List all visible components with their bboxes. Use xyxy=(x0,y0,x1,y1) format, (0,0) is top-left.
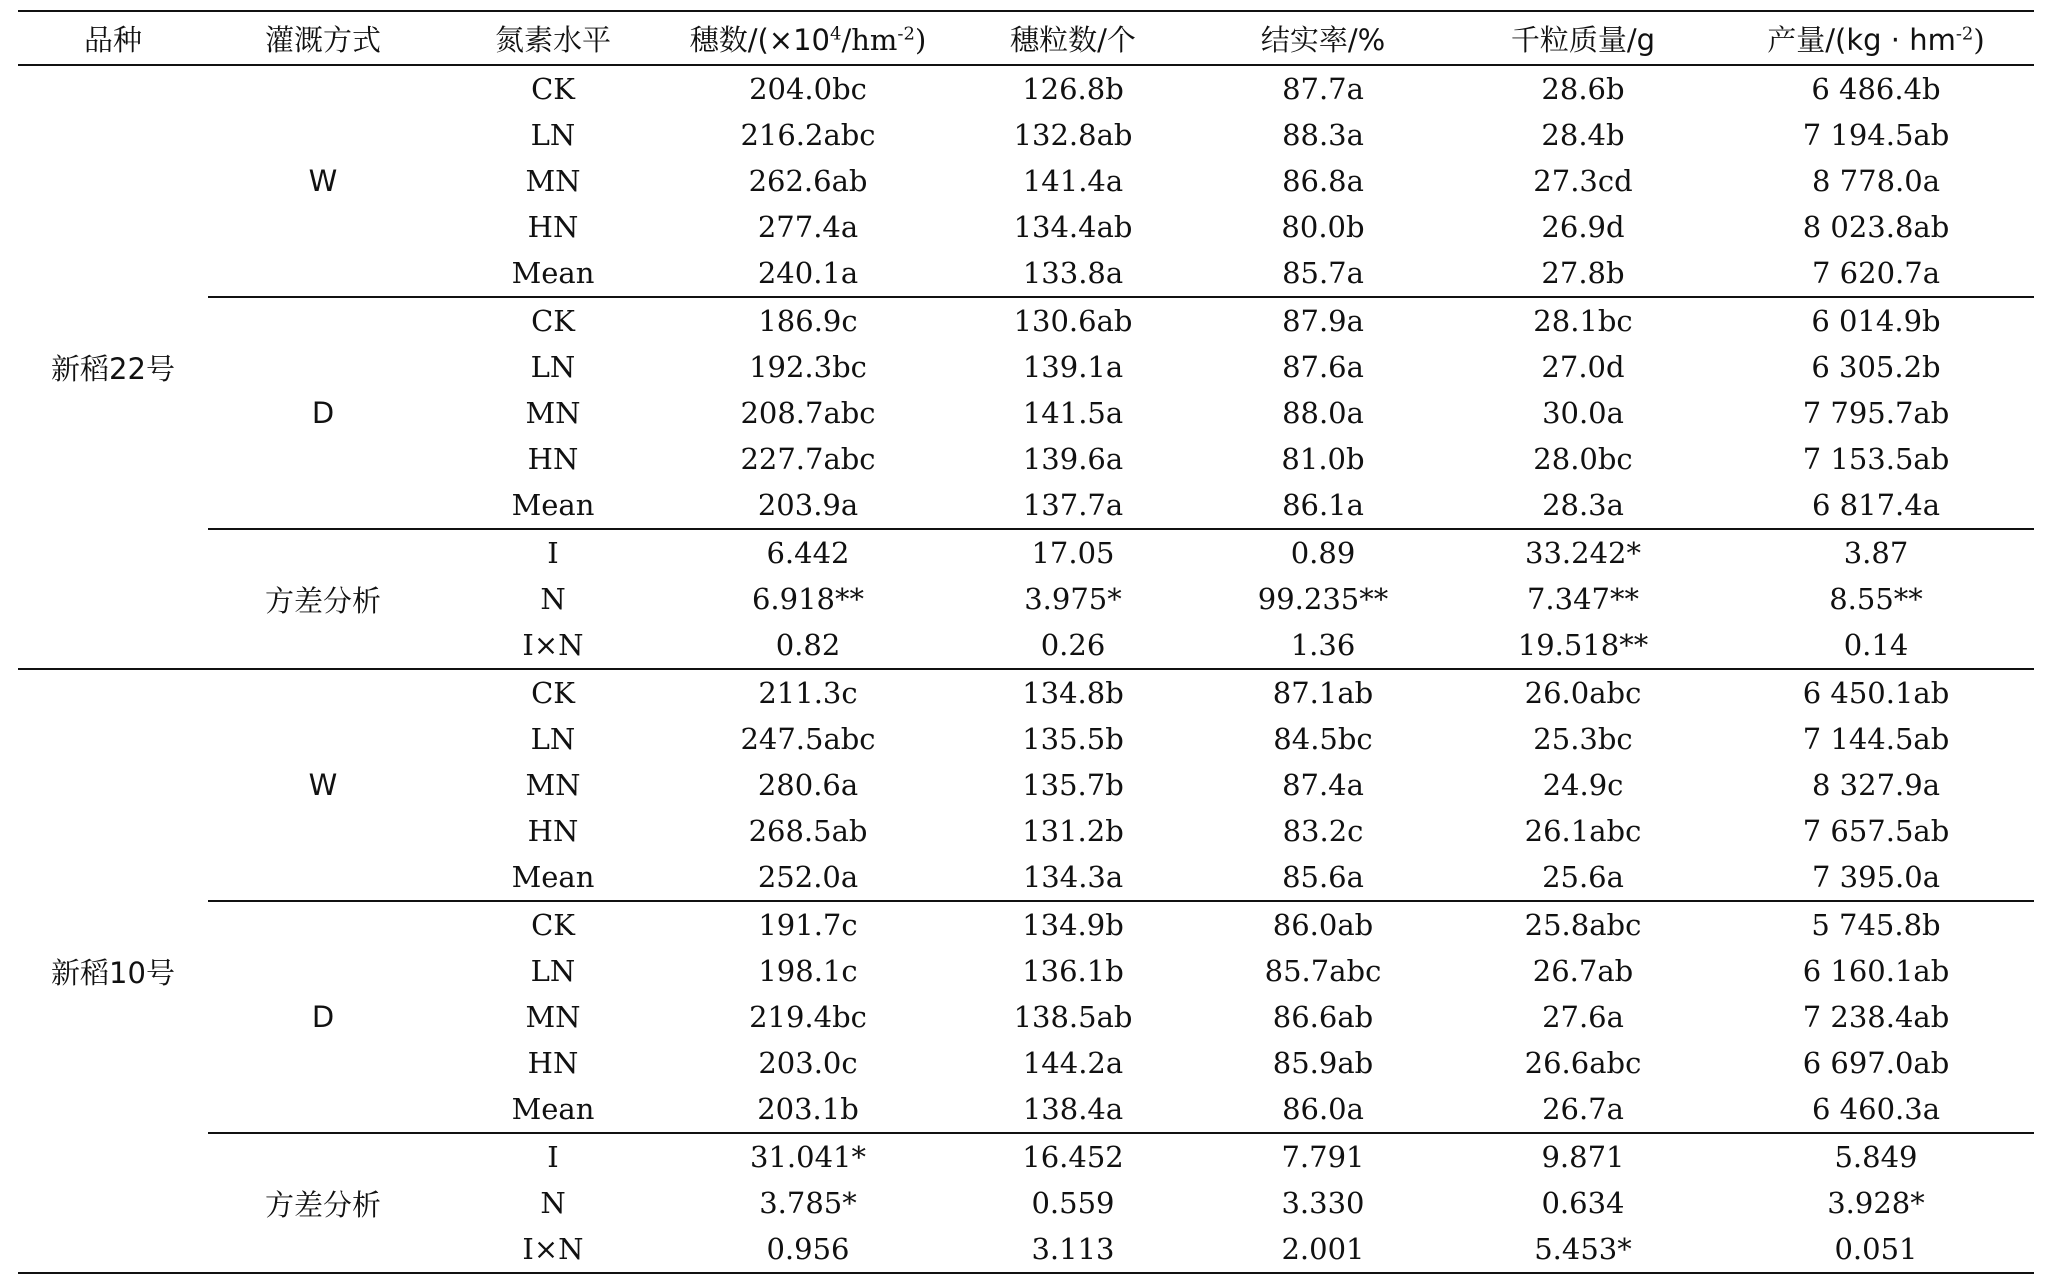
value-cell: 26.1abc xyxy=(1524,814,1642,848)
value-cell: 0.559 xyxy=(1031,1186,1115,1220)
nitrogen-cell: HN xyxy=(527,1046,579,1080)
value-cell: 7.791 xyxy=(1198,1133,1448,1180)
value-cell: 208.7abc xyxy=(740,396,876,430)
value-cell: 7 795.7ab xyxy=(1802,396,1950,430)
nitrogen-cell: I xyxy=(438,1133,668,1180)
value-cell: 31.041* xyxy=(668,1133,948,1180)
value-cell: 198.1c xyxy=(758,954,858,988)
value-cell: 83.2c xyxy=(1282,814,1364,848)
value-cell: 211.3c xyxy=(668,669,948,716)
value-cell: 6 014.9b xyxy=(1718,297,2034,344)
nitrogen-cell: MN xyxy=(525,164,581,198)
nitrogen-cell: LN xyxy=(530,954,576,988)
value-cell: 141.4a xyxy=(1022,164,1124,198)
irrigation-cell: D xyxy=(208,297,438,529)
value-cell: 139.1a xyxy=(1022,350,1124,384)
value-cell: 216.2abc xyxy=(740,118,876,152)
value-cell: 252.0a xyxy=(757,860,859,894)
value-cell: 0.051 xyxy=(1718,1226,2034,1273)
header-grains: 穗粒数/个 xyxy=(948,11,1198,65)
value-cell: 87.9a xyxy=(1198,297,1448,344)
nitrogen-cell: LN xyxy=(530,118,576,152)
nitrogen-cell: I×N xyxy=(522,628,584,662)
value-cell: 6.442 xyxy=(668,529,948,576)
header-irrigation: 灌溉方式 xyxy=(208,11,438,65)
nitrogen-cell: HN xyxy=(527,814,579,848)
value-cell: 6 160.1ab xyxy=(1802,954,1950,988)
value-cell: 87.1ab xyxy=(1198,669,1448,716)
value-cell: 135.7b xyxy=(1022,768,1124,802)
yield-components-table xyxy=(18,10,2034,1274)
value-cell: 133.8a xyxy=(1022,256,1124,290)
value-cell: 7 620.7a xyxy=(1812,256,1940,290)
nitrogen-cell: MN xyxy=(525,396,581,430)
table-body xyxy=(18,65,2034,1273)
value-cell: 28.6b xyxy=(1448,65,1718,112)
value-cell: 28.0bc xyxy=(1533,442,1633,476)
variety-cell: 新稻22号 xyxy=(18,65,208,669)
value-cell: 26.0abc xyxy=(1448,669,1718,716)
value-cell: 0.956 xyxy=(668,1226,948,1273)
value-cell: 136.1b xyxy=(1022,954,1124,988)
value-cell: 86.8a xyxy=(1282,164,1364,198)
value-cell: 87.7a xyxy=(1198,65,1448,112)
header-panicles: 穗数$/(\times 10^4/hm^{-2})$ xyxy=(668,11,948,65)
value-cell: 85.6a xyxy=(1282,860,1364,894)
value-cell: 130.6ab xyxy=(948,297,1198,344)
irrigation-cell: W xyxy=(208,65,438,297)
value-cell: 25.8abc xyxy=(1448,901,1718,948)
value-cell: 204.0bc xyxy=(668,65,948,112)
value-cell: 84.5bc xyxy=(1273,722,1373,756)
value-cell: 27.0d xyxy=(1541,350,1625,384)
nitrogen-cell: I xyxy=(438,529,668,576)
nitrogen-cell: N xyxy=(540,582,566,616)
value-cell: 6 460.3a xyxy=(1812,1092,1940,1126)
value-cell: 7 657.5ab xyxy=(1802,814,1950,848)
value-cell: 27.3cd xyxy=(1533,164,1633,198)
value-cell: 0.82 xyxy=(775,628,841,662)
value-cell: 85.7a xyxy=(1282,256,1364,290)
value-cell: 0.14 xyxy=(1843,628,1909,662)
value-cell: 191.7c xyxy=(668,901,948,948)
value-cell: 5.849 xyxy=(1718,1133,2034,1180)
value-cell: 3.975* xyxy=(1024,582,1122,616)
header-row xyxy=(18,11,2034,65)
value-cell: 280.6a xyxy=(757,768,859,802)
value-cell: 134.3a xyxy=(1022,860,1124,894)
value-cell: 1.36 xyxy=(1290,628,1356,662)
value-cell: 25.6a xyxy=(1542,860,1624,894)
value-cell: 134.4ab xyxy=(1013,210,1133,244)
value-cell: 86.1a xyxy=(1282,488,1364,522)
nitrogen-cell: CK xyxy=(438,297,668,344)
value-cell: 134.8b xyxy=(948,669,1198,716)
variety-cell: 新稻10号 xyxy=(18,669,208,1273)
nitrogen-cell: Mean xyxy=(511,256,595,290)
value-cell: 203.1b xyxy=(757,1092,859,1126)
value-cell: 138.4a xyxy=(1022,1092,1124,1126)
irrigation-cell: W xyxy=(208,669,438,901)
value-cell: 0.26 xyxy=(1040,628,1106,662)
irrigation-cell: D xyxy=(208,901,438,1133)
table-row xyxy=(18,901,2034,948)
value-cell: 8.55** xyxy=(1829,582,1923,616)
value-cell: 7 194.5ab xyxy=(1802,118,1950,152)
value-cell: 3.87 xyxy=(1718,529,2034,576)
value-cell: 8 023.8ab xyxy=(1802,210,1950,244)
value-cell: 139.6a xyxy=(1022,442,1124,476)
value-cell: 3.928* xyxy=(1827,1186,1925,1220)
header-yield: 产量$/(kg \cdot hm^{-2})$ xyxy=(1718,11,2034,65)
value-cell: 131.2b xyxy=(1022,814,1124,848)
value-cell: 16.452 xyxy=(948,1133,1198,1180)
value-cell: 17.05 xyxy=(948,529,1198,576)
nitrogen-cell: HN xyxy=(527,442,579,476)
value-cell: 85.9ab xyxy=(1272,1046,1374,1080)
value-cell: 137.7a xyxy=(1022,488,1124,522)
nitrogen-cell: CK xyxy=(438,901,668,948)
value-cell: 28.1bc xyxy=(1448,297,1718,344)
value-cell: 268.5ab xyxy=(748,814,868,848)
value-cell: 7 238.4ab xyxy=(1802,1000,1950,1034)
nitrogen-cell: HN xyxy=(527,210,579,244)
value-cell: 247.5abc xyxy=(740,722,876,756)
value-cell: 30.0a xyxy=(1542,396,1624,430)
value-cell: 240.1a xyxy=(757,256,859,290)
value-cell: 86.0ab xyxy=(1198,901,1448,948)
header-tgw: 千粒质量/g xyxy=(1448,11,1718,65)
value-cell: 5.453* xyxy=(1448,1226,1718,1273)
value-cell: 26.7ab xyxy=(1532,954,1634,988)
table-row xyxy=(18,529,2034,576)
value-cell: 86.0a xyxy=(1282,1092,1364,1126)
value-cell: 6 817.4a xyxy=(1812,488,1940,522)
nitrogen-cell: Mean xyxy=(511,860,595,894)
value-cell: 28.4b xyxy=(1541,118,1625,152)
value-cell: 85.7abc xyxy=(1264,954,1382,988)
value-cell: 3.113 xyxy=(948,1226,1198,1273)
nitrogen-cell: Mean xyxy=(511,488,595,522)
value-cell: 6.918** xyxy=(751,582,865,616)
value-cell: 135.5b xyxy=(1022,722,1124,756)
value-cell: 81.0b xyxy=(1281,442,1365,476)
value-cell: 192.3bc xyxy=(749,350,867,384)
value-cell: 19.518** xyxy=(1517,628,1649,662)
value-cell: 132.8ab xyxy=(1013,118,1133,152)
nitrogen-cell: N xyxy=(540,1186,566,1220)
value-cell: 99.235** xyxy=(1257,582,1389,616)
header-variety: 品种 xyxy=(18,11,208,65)
nitrogen-cell: LN xyxy=(530,722,576,756)
value-cell: 0.634 xyxy=(1541,1186,1625,1220)
value-cell: 2.001 xyxy=(1198,1226,1448,1273)
nitrogen-cell: CK xyxy=(438,65,668,112)
value-cell: 26.6abc xyxy=(1524,1046,1642,1080)
value-cell: 144.2a xyxy=(1022,1046,1124,1080)
value-cell: 8 778.0a xyxy=(1812,164,1940,198)
value-cell: 126.8b xyxy=(948,65,1198,112)
value-cell: 262.6ab xyxy=(748,164,868,198)
value-cell: 5 745.8b xyxy=(1718,901,2034,948)
value-cell: 25.3bc xyxy=(1533,722,1633,756)
value-cell: 0.89 xyxy=(1198,529,1448,576)
irrigation-cell: 方差分析 xyxy=(208,529,438,669)
value-cell: 27.6a xyxy=(1542,1000,1624,1034)
value-cell: 6 305.2b xyxy=(1811,350,1941,384)
value-cell: 87.4a xyxy=(1282,768,1364,802)
value-cell: 6 697.0ab xyxy=(1802,1046,1950,1080)
value-cell: 26.9d xyxy=(1541,210,1625,244)
nitrogen-cell: MN xyxy=(525,768,581,802)
value-cell: 27.8b xyxy=(1541,256,1625,290)
value-cell: 7 395.0a xyxy=(1812,860,1940,894)
value-cell: 138.5ab xyxy=(1013,1000,1133,1034)
value-cell: 33.242* xyxy=(1448,529,1718,576)
value-cell: 88.3a xyxy=(1282,118,1364,152)
table-row xyxy=(18,65,2034,112)
value-cell: 7 153.5ab xyxy=(1802,442,1950,476)
value-cell: 3.785* xyxy=(759,1186,857,1220)
value-cell: 277.4a xyxy=(757,210,859,244)
value-cell: 6 486.4b xyxy=(1718,65,2034,112)
data-table xyxy=(18,10,2034,1274)
value-cell: 24.9c xyxy=(1542,768,1624,802)
value-cell: 26.7a xyxy=(1542,1092,1624,1126)
nitrogen-cell: I×N xyxy=(438,1226,668,1273)
value-cell: 186.9c xyxy=(668,297,948,344)
value-cell: 6 450.1ab xyxy=(1718,669,2034,716)
value-cell: 88.0a xyxy=(1282,396,1364,430)
value-cell: 134.9b xyxy=(948,901,1198,948)
value-cell: 219.4bc xyxy=(749,1000,867,1034)
nitrogen-cell: CK xyxy=(438,669,668,716)
irrigation-cell: 方差分析 xyxy=(208,1133,438,1273)
nitrogen-cell: Mean xyxy=(511,1092,595,1126)
value-cell: 7 144.5ab xyxy=(1802,722,1950,756)
value-cell: 227.7abc xyxy=(740,442,876,476)
value-cell: 3.330 xyxy=(1281,1186,1365,1220)
nitrogen-cell: MN xyxy=(525,1000,581,1034)
table-row xyxy=(18,297,2034,344)
value-cell: 141.5a xyxy=(1022,396,1124,430)
header-seed-setting: 结实率/% xyxy=(1198,11,1448,65)
value-cell: 87.6a xyxy=(1282,350,1364,384)
value-cell: 28.3a xyxy=(1542,488,1624,522)
value-cell: 7.347** xyxy=(1526,582,1640,616)
table-row xyxy=(18,1133,2034,1180)
value-cell: 86.6ab xyxy=(1272,1000,1374,1034)
value-cell: 8 327.9a xyxy=(1812,768,1940,802)
table-row xyxy=(18,669,2034,716)
value-cell: 80.0b xyxy=(1281,210,1365,244)
value-cell: 203.0c xyxy=(758,1046,858,1080)
header-nitrogen: 氮素水平 xyxy=(438,11,668,65)
value-cell: 203.9a xyxy=(757,488,859,522)
value-cell: 9.871 xyxy=(1448,1133,1718,1180)
nitrogen-cell: LN xyxy=(530,350,576,384)
